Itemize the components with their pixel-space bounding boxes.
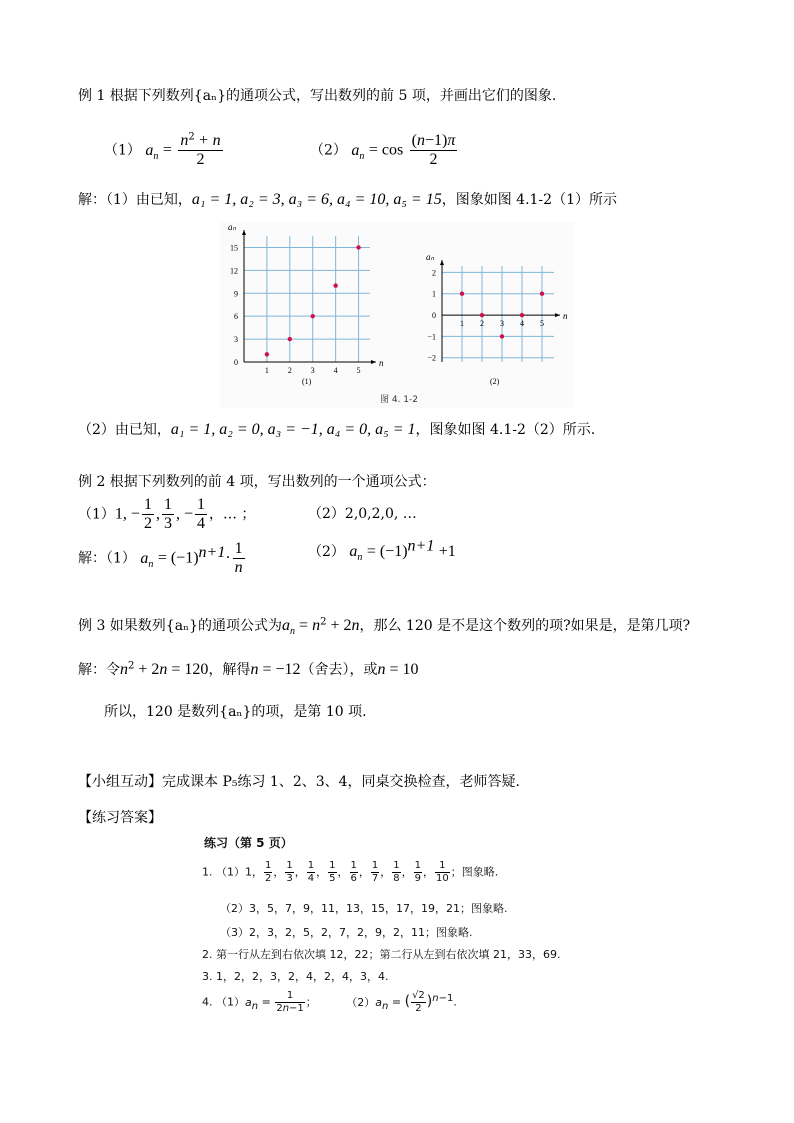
practice-title: 练习（第 5 页）	[204, 836, 293, 850]
chart-1-ytick-label: 3	[234, 335, 238, 345]
example-3-conclusion: 所以，120 是数列{aₙ}的项，是第 10 项.	[104, 704, 367, 720]
chart-2-title: (2)	[490, 377, 500, 386]
chart-2-ytick-label: −2	[427, 353, 436, 363]
chart-2-point	[500, 334, 504, 338]
practice-q3: 3. 1，2，2，3，2，4，2，4，3，4.	[202, 970, 389, 983]
practice-q2: 2. 第一行从左到右依次填 12，22；第二行从左到右依次填 21，33，69.	[202, 948, 561, 961]
figure-caption: 图 4. 1-2	[380, 395, 419, 405]
chart-1-point	[265, 352, 269, 356]
chart-1-ytick-label: 15	[230, 243, 238, 253]
chart-1-xtick-label: 2	[287, 366, 292, 375]
example-1-part-1: （1） $a_n$ = $\frac{n^2 + n}{2}$	[104, 131, 221, 168]
example-1-solution-2: （2）由已知，a₁ = 1, a₂ = 0, a₃ = −1, a₄ = 0, a₅ = 1，图象如图 4.1-2（2）所示.	[78, 421, 596, 438]
answers-heading: 【练习答案】	[78, 810, 162, 826]
practice-q1-3: （3）2，3，2，5，2，7，2，9，2，11；图象略.	[220, 926, 473, 939]
chart-2-xtick-label: 5	[540, 319, 544, 329]
chart-1-xtick-label: 1	[264, 366, 269, 375]
example-1-solution-1: 解：（1）由已知，a₁ = 1, a₂ = 3, a₃ = 6, a₄ = 10, a₅ = 15，图象如图 4.1-2（1）所示	[78, 191, 617, 208]
chart-1-x-arrow	[371, 360, 376, 364]
chart-1-xtick-label: 3	[310, 366, 315, 375]
chart-2-y-arrow	[440, 260, 444, 265]
chart-2-point	[520, 313, 524, 317]
chart-2-x-arrow	[555, 313, 560, 317]
chart-2-point	[480, 313, 484, 317]
chart-2-xlabel: n	[563, 311, 568, 322]
chart-2-point	[540, 292, 544, 296]
chart-2-ytick-label: 1	[432, 289, 436, 299]
chart-1-point	[288, 337, 292, 341]
practice-q1-1: 1. （1）1， $\frac{1}{2}$ ， $\frac{1}{3}$ ， $\frac{1}{4}$ ， $\frac{1}{5}$ ， $\frac{1}{6}$ ， $\frac{1}{7}$ ， $\frac{1}{8}$ ， $\frac{1}{9}$ ， $\frac{1}{10}$ ；图象略.	[202, 860, 499, 884]
chart-1-point	[333, 283, 337, 287]
chart-1-ylabel: aₙ	[228, 222, 237, 232]
chart-2-xtick-label: 3	[500, 319, 504, 329]
chart-2-ylabel: aₙ	[426, 252, 435, 262]
example-2-title: 例 2 根据下列数列的前 4 项，写出数列的一个通项公式：	[78, 474, 436, 490]
chart-2-xtick-label: 1	[460, 319, 464, 329]
chart-1-ytick-label: 9	[234, 289, 238, 299]
example-2-solution-2: （2） $a_n = (-1)^{n+1} +1$	[308, 537, 456, 564]
chart-1-point	[356, 245, 360, 249]
chart-1-title: (1)	[302, 377, 312, 386]
chart-1-point	[311, 314, 315, 318]
chart-1-xlabel: n	[379, 358, 384, 368]
example-3-solution: 解：令$n^2 + 2n = 120$，解得n = −12（舍去），或n = 10	[78, 660, 419, 678]
chart-2-point	[460, 292, 464, 296]
chart-1-xtick-label: 5	[356, 366, 361, 375]
practice-q4: 4. $(1)a_n$ = $\frac{1}{2n-1}$ ； $(2)a_n$ = ( $\frac{√2}{2}$ )$^{n-1}$.	[202, 990, 457, 1014]
chart-2-ytick-label: 0	[432, 311, 436, 321]
example-2-solution-1: 解：（1） $a_n = (-1)^{n+1}\cdot$ $\frac{1}{n}$	[78, 540, 243, 576]
chart-1-ytick-label: 6	[234, 312, 238, 322]
chart-1-y-arrow	[242, 230, 246, 235]
chart-1-xtick-label: 4	[333, 366, 338, 375]
figure-4-1-2	[220, 222, 574, 408]
example-1-part-2: （2） $a_n = \cos$ $\frac{(n-1)\pi}{2}$	[310, 132, 456, 168]
chart-1-ytick-label: 0	[234, 358, 238, 367]
chart-2-ytick-label: −1	[427, 332, 436, 342]
example-2-part-2: （2）2,0,2,0, …	[308, 506, 417, 522]
chart-1-ytick-label: 12	[230, 266, 238, 276]
figure-charts	[220, 222, 574, 408]
example-2-part-1: （1）1, − $\frac{1}{2}$ , $\frac{1}{3}$ , − $\frac{1}{4}$ ，… ；	[78, 496, 256, 532]
chart-2-xtick-label: 4	[520, 319, 524, 329]
practice-answers	[196, 830, 616, 1020]
chart-2-xtick-label: 2	[480, 319, 484, 329]
chart-2-ytick-label: 2	[432, 268, 436, 278]
example-1-title: 例 1 根据下列数列{aₙ}的通项公式，写出数列的前 5 项，并画出它们的图象.	[78, 88, 557, 104]
group-interaction: 【小组互动】完成课本 P₅练习 1、2、3、4，同桌交换检查，老师答疑.	[78, 774, 521, 790]
practice-q1-2: （2）3，5，7，9，11，13，15，17，19，21；图象略.	[220, 902, 508, 915]
example-3-title: 例 3 如果数列{aₙ}的通项公式为$a_n = n^2 + 2n$，那么 120 是不是这个数列的项?如果是，是第几项?	[78, 616, 691, 638]
